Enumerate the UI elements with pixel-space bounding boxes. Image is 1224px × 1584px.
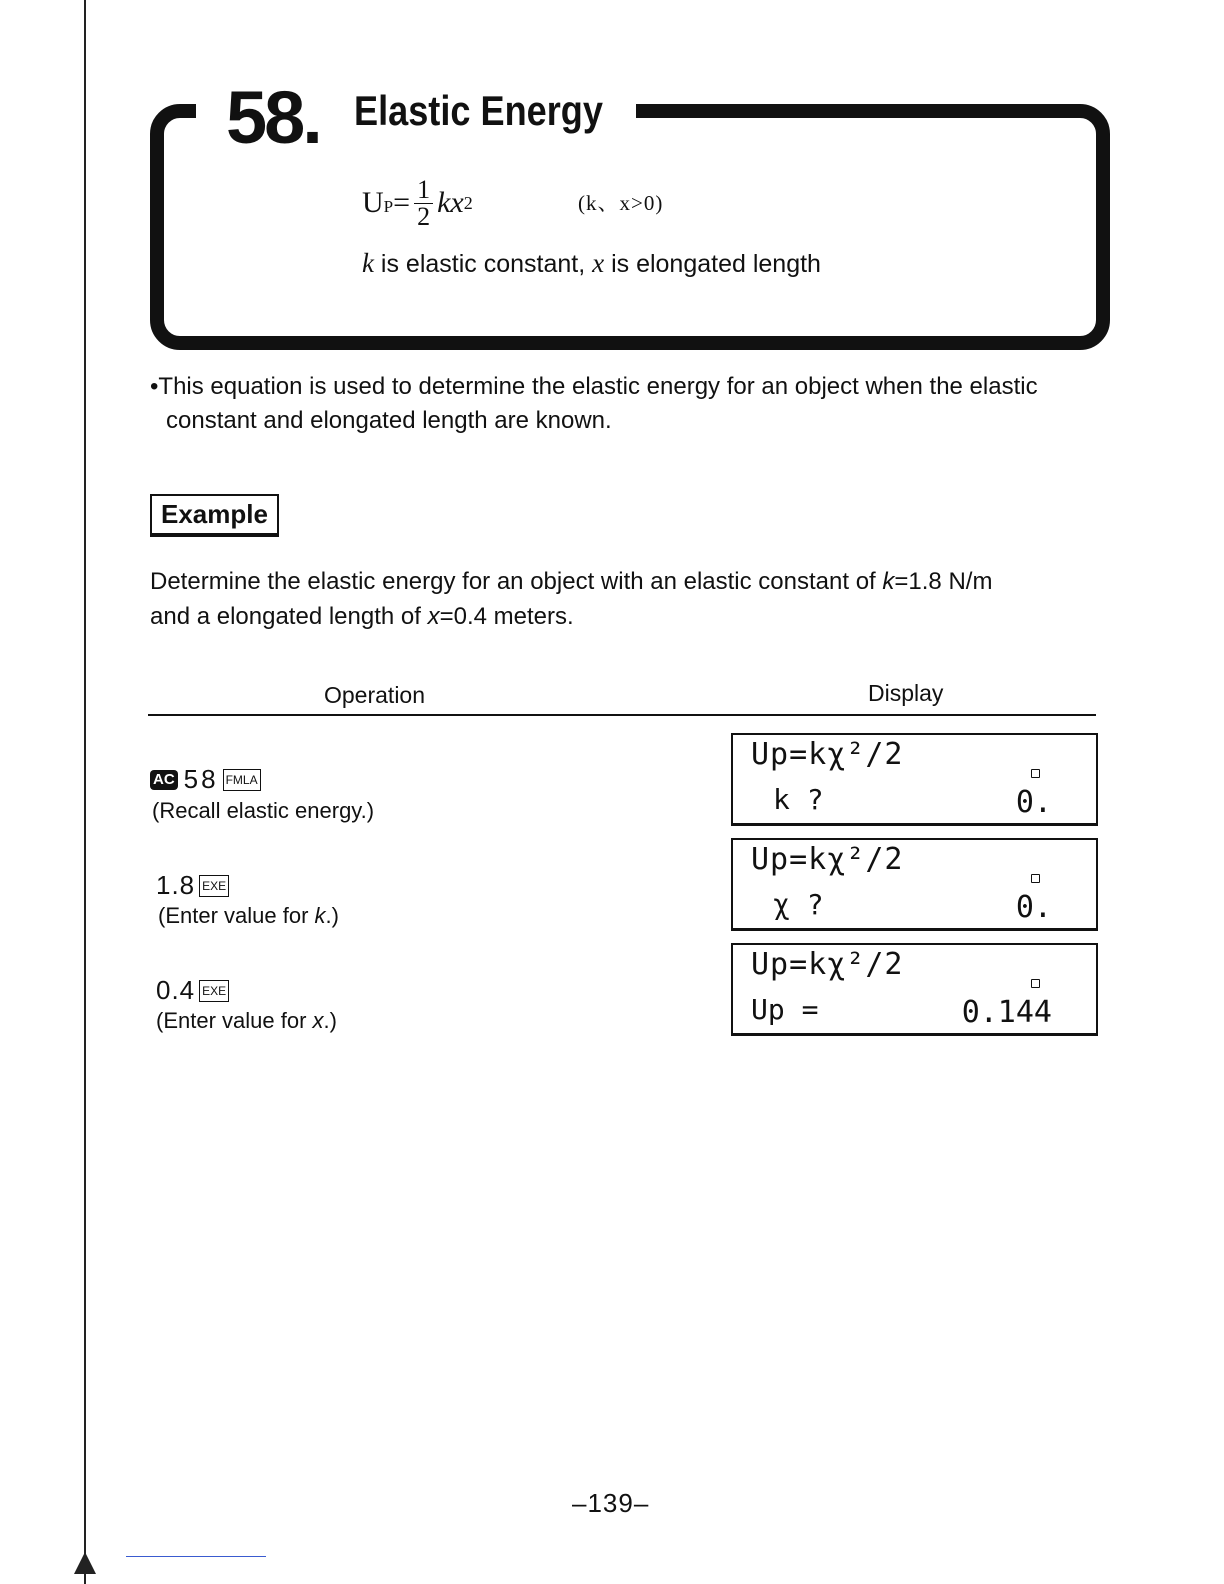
lcd-1-value: 0. bbox=[1015, 785, 1052, 820]
formula-fraction bbox=[414, 174, 433, 231]
page-binding-line bbox=[84, 0, 86, 1584]
step-3-keys bbox=[156, 975, 229, 1006]
problem-line-2-pre: and a elongated length of bbox=[150, 603, 428, 630]
lcd-display-3 bbox=[731, 943, 1098, 1036]
step-3-note-pre: (Enter value for bbox=[156, 1008, 313, 1033]
example-label: Example bbox=[150, 494, 279, 537]
step-2-input: 1.8 bbox=[156, 870, 196, 900]
formula-lhs-symbol: U bbox=[362, 186, 384, 219]
step-3-note bbox=[156, 1008, 337, 1034]
problem-line-2-post: =0.4 meters. bbox=[439, 603, 574, 630]
step-2-note-pre: (Enter value for bbox=[158, 903, 315, 928]
column-header-operation: Operation bbox=[324, 682, 426, 708]
definition-k: k bbox=[362, 248, 374, 278]
lcd-indicator-icon bbox=[1031, 874, 1040, 883]
problem-line-1-post: =1.8 N/m bbox=[894, 568, 993, 595]
definition-text-1: is elastic constant, bbox=[373, 250, 593, 278]
intro-line-1: •This equation is used to determine the elastic energy for an object when the elastic bbox=[150, 373, 1038, 400]
intro-paragraph bbox=[150, 370, 1110, 438]
bottom-rule bbox=[126, 1556, 266, 1557]
ac-key-icon: AC bbox=[150, 770, 178, 790]
formula-condition: (k、x>0) bbox=[578, 191, 664, 215]
problem-var-k: k bbox=[882, 568, 895, 595]
exe-key-icon: EXE bbox=[199, 980, 229, 1002]
page-corner-mark bbox=[74, 1552, 96, 1574]
formula-equals: = bbox=[393, 186, 411, 219]
step-1-input: 58 bbox=[183, 764, 219, 794]
formula-definition bbox=[362, 248, 821, 279]
formula-lhs-subscript: P bbox=[383, 197, 394, 216]
formula-exponent: 2 bbox=[463, 192, 473, 213]
definition-text-2: is elongated length bbox=[604, 250, 821, 278]
step-3-note-post: .) bbox=[323, 1008, 337, 1033]
lcd-display-2 bbox=[731, 838, 1098, 931]
example-problem bbox=[150, 564, 1110, 634]
lcd-2-top-line: Up=kχ²/2 bbox=[751, 842, 904, 877]
formula-rhs: kx bbox=[437, 186, 464, 219]
definition-x: x bbox=[592, 248, 605, 278]
step-1-keys bbox=[150, 764, 261, 795]
lcd-display-1 bbox=[731, 733, 1098, 826]
lcd-3-result-value: 0.144 bbox=[961, 995, 1052, 1030]
lcd-1-top-line: Up=kχ²/2 bbox=[751, 737, 904, 772]
section-title: Elastic Energy bbox=[354, 87, 603, 134]
page-number: –139– bbox=[572, 1488, 650, 1518]
lcd-2-value: 0. bbox=[1015, 890, 1052, 925]
step-3-note-var: x bbox=[312, 1008, 324, 1033]
energy-formula bbox=[362, 168, 473, 238]
step-3-input: 0.4 bbox=[156, 975, 196, 1005]
step-2-keys bbox=[156, 870, 229, 901]
intro-line-2: constant and elongated length are known. bbox=[166, 407, 612, 434]
column-header-display: Display bbox=[868, 680, 944, 706]
formula-lhs bbox=[362, 186, 393, 220]
lcd-3-result-label: Up = bbox=[751, 993, 819, 1026]
step-2-note bbox=[158, 903, 339, 929]
table-header-rule bbox=[148, 714, 1096, 716]
step-1-note: (Recall elastic energy.) bbox=[152, 798, 375, 823]
fraction-numerator: 1 bbox=[414, 177, 433, 204]
fraction-denominator: 2 bbox=[417, 201, 431, 231]
fmla-key-icon: FMLA bbox=[223, 769, 261, 791]
step-2-note-post: .) bbox=[325, 903, 339, 928]
problem-line-1-pre: Determine the elastic energy for an object with an elastic constant of bbox=[150, 568, 883, 595]
lcd-2-prompt: χ ? bbox=[773, 888, 824, 921]
lcd-1-prompt: k ? bbox=[773, 783, 824, 816]
section-number: 58. bbox=[226, 76, 320, 159]
problem-var-x: x bbox=[427, 603, 440, 630]
lcd-3-top-line: Up=kχ²/2 bbox=[751, 947, 904, 982]
exe-key-icon: EXE bbox=[199, 875, 229, 897]
lcd-indicator-icon bbox=[1031, 769, 1040, 778]
lcd-indicator-icon bbox=[1031, 979, 1040, 988]
step-2-note-var: k bbox=[314, 903, 326, 928]
